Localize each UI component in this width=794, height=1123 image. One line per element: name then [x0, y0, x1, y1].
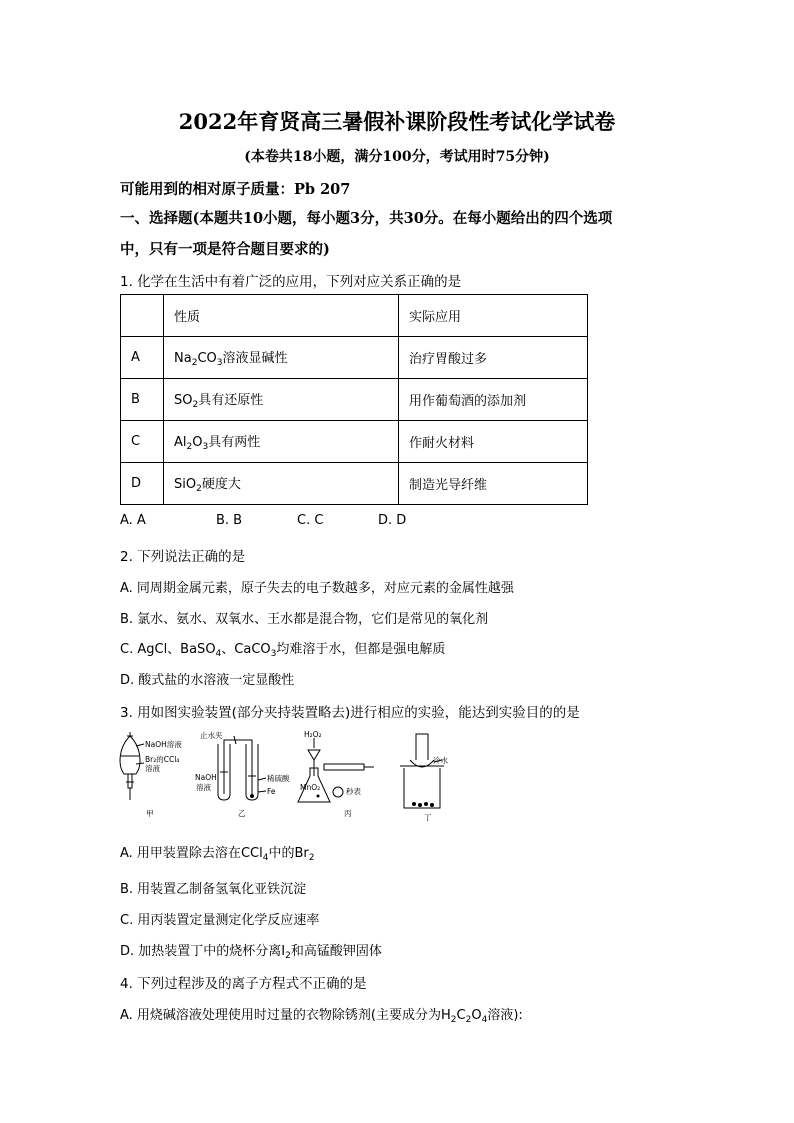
- table-row: [121, 337, 588, 379]
- q2-option-c-part3: 均难溶于水，但都是强电解质: [276, 642, 446, 657]
- label-jia: 甲: [146, 809, 154, 818]
- apparatus-drawing: [118, 730, 448, 822]
- property-text: 溶液显碱性: [222, 351, 288, 366]
- separatory-funnel: [120, 736, 140, 774]
- q3-option-c: C. 用丙装置定量测定化学反应速率: [120, 913, 320, 928]
- exam-subtitle: (本卷共18小题，满分100分，考试用时75分钟): [244, 149, 550, 165]
- q3-stem: 3. 用如图实验装置(部分夹持装置略去)进行相应的实验，能达到实验目的的是: [120, 705, 580, 721]
- atomic-mass-note: 可能用到的相对原子质量：Pb 207: [120, 181, 351, 198]
- property-text: 硬度大: [201, 477, 241, 492]
- connecting-pipe: [224, 740, 252, 794]
- solid-particle: [418, 803, 422, 807]
- q2-option-d: D. 酸式盐的水溶液一定显酸性: [120, 673, 295, 688]
- q2-option-c-part2: 、CaCO: [221, 642, 271, 657]
- property-cell: $Al_2O_3$具有两性: [164, 421, 399, 463]
- table-row: [121, 295, 588, 337]
- table-header-cell: 实际应用: [399, 295, 588, 337]
- row-label: C: [121, 421, 164, 463]
- solid-particle: [430, 803, 434, 807]
- q2-option-c-part1: C. AgCl、BaSO: [120, 642, 216, 657]
- q1-option-d: D. D: [378, 513, 407, 528]
- naoh-solution-label: NaOH溶液: [145, 740, 182, 749]
- cold-water-label: 冷水: [433, 756, 448, 765]
- q2-stem: 2. 下列说法正确的是: [120, 549, 246, 565]
- application-cell: 作耐火材料: [399, 421, 588, 463]
- q4-option-a-part1: A. 用烧碱溶液处理使用时过量的衣物除锈剂(主要成分为: [120, 1008, 442, 1023]
- section1-heading-line1: 一、选择题(本题共10小题，每小题3分，共30分。在每小题给出的四个选项: [120, 210, 613, 227]
- table-row: [121, 421, 588, 463]
- property-text: 具有还原性: [198, 393, 264, 408]
- q2-option-a: A. 同周期金属元素，原子失去的电子数越多，对应元素的金属性越强: [120, 581, 514, 596]
- application-cell: 用作葡萄酒的添加剂: [399, 379, 588, 421]
- leader-line: [258, 778, 266, 780]
- h2o2-label: H₂O₂: [304, 730, 322, 739]
- q1-table: [120, 294, 588, 505]
- leader-line: [136, 744, 144, 746]
- stopwatch: [333, 787, 343, 797]
- table-row: [121, 379, 588, 421]
- table-header-cell: [121, 295, 164, 337]
- leader-line: [136, 763, 144, 764]
- q3-option-b: B. 用装置乙制备氢氧化亚铁沉淀: [120, 882, 307, 897]
- naoh-label: NaOH: [195, 773, 217, 782]
- table-header-cell: 性质: [164, 295, 399, 337]
- property-cell: $Na_2CO_3$溶液显碱性: [164, 337, 399, 379]
- row-label: B: [121, 379, 164, 421]
- mno2-label: MnO₂: [300, 783, 321, 792]
- row-label: A: [121, 337, 164, 379]
- q4-option-a-part2: 溶液):: [487, 1008, 523, 1023]
- br2-ccl4-label: Br₂的CCl₄: [145, 755, 180, 764]
- section1-heading-line2: 中，只有一项是符合题目要求的): [120, 241, 330, 258]
- flask-neck: [416, 734, 428, 760]
- q3-option-a-part1: A. 用甲装置除去溶在: [120, 846, 241, 861]
- page-title: 2022年育贤高三暑假补课阶段性考试化学试卷: [178, 109, 616, 134]
- label-yi: 乙: [238, 809, 246, 818]
- water-clamp-label: 止水夹: [200, 731, 223, 740]
- iron-label: Fe: [267, 787, 276, 796]
- dilute-sulfuric-acid-label: 稀硫酸: [267, 774, 290, 783]
- naoh-solution2-label: 溶液: [196, 783, 211, 792]
- iron-piece: [250, 794, 254, 798]
- leader-line: [258, 791, 266, 792]
- solid-particle: [424, 802, 428, 806]
- beaker: [404, 768, 440, 808]
- q3-option-d-part1: D. 加热装置丁中的烧杯分离: [120, 944, 282, 959]
- row-label: D: [121, 463, 164, 505]
- funnel-stem: [128, 774, 132, 788]
- application-cell: 制造光导纤维: [399, 463, 588, 505]
- stopwatch-label: 秒表: [346, 787, 361, 796]
- q1-option-b: B. B: [216, 513, 243, 528]
- q4-stem: 4. 下列过程涉及的离子方程式不正确的是: [120, 976, 367, 992]
- mno2-powder: [317, 795, 320, 798]
- property-text: 具有两性: [208, 435, 261, 450]
- q2-option-c: C. AgCl、BaSO$_4$、CaCO$_3$均难溶于水，但都是强电解质: [120, 642, 446, 659]
- q1-option-c: C. C: [297, 513, 324, 528]
- label-bing: 丙: [344, 809, 352, 818]
- q3-option-a: A. 用甲装置除去溶在CCl$_4$中的$Br_2$: [120, 846, 315, 863]
- q2-option-b: B. 氯水、氨水、双氧水、王水都是混合物，它们是常见的氧化剂: [120, 612, 489, 627]
- q4-option-a: A. 用烧碱溶液处理使用时过量的衣物除锈剂(主要成分为$H_2C_2O_4$溶液):: [120, 1008, 523, 1025]
- q1-option-a: A. A: [120, 513, 146, 528]
- dropping-funnel: [308, 750, 320, 760]
- solution-label: 溶液: [145, 764, 160, 773]
- q3-option-d: D. 加热装置丁中的烧杯分离$I_2$和高锰酸钾固体: [120, 944, 382, 961]
- q1-stem: 1. 化学在生活中有着广泛的应用，下列对应关系正确的是: [120, 274, 462, 290]
- property-cell: SiO$_2$硬度大: [164, 463, 399, 505]
- q3-option-d-part2: 和高锰酸钾固体: [290, 944, 382, 959]
- gas-syringe: [324, 764, 364, 770]
- label-ding: 丁: [424, 813, 432, 822]
- q3-option-a-part2: 中的: [268, 846, 295, 861]
- property-cell: $SO_2$具有还原性: [164, 379, 399, 421]
- table-row: [121, 463, 588, 505]
- application-cell: 治疗胃酸过多: [399, 337, 588, 379]
- solid-particle: [412, 802, 416, 806]
- q3-apparatus-figure: [118, 730, 448, 822]
